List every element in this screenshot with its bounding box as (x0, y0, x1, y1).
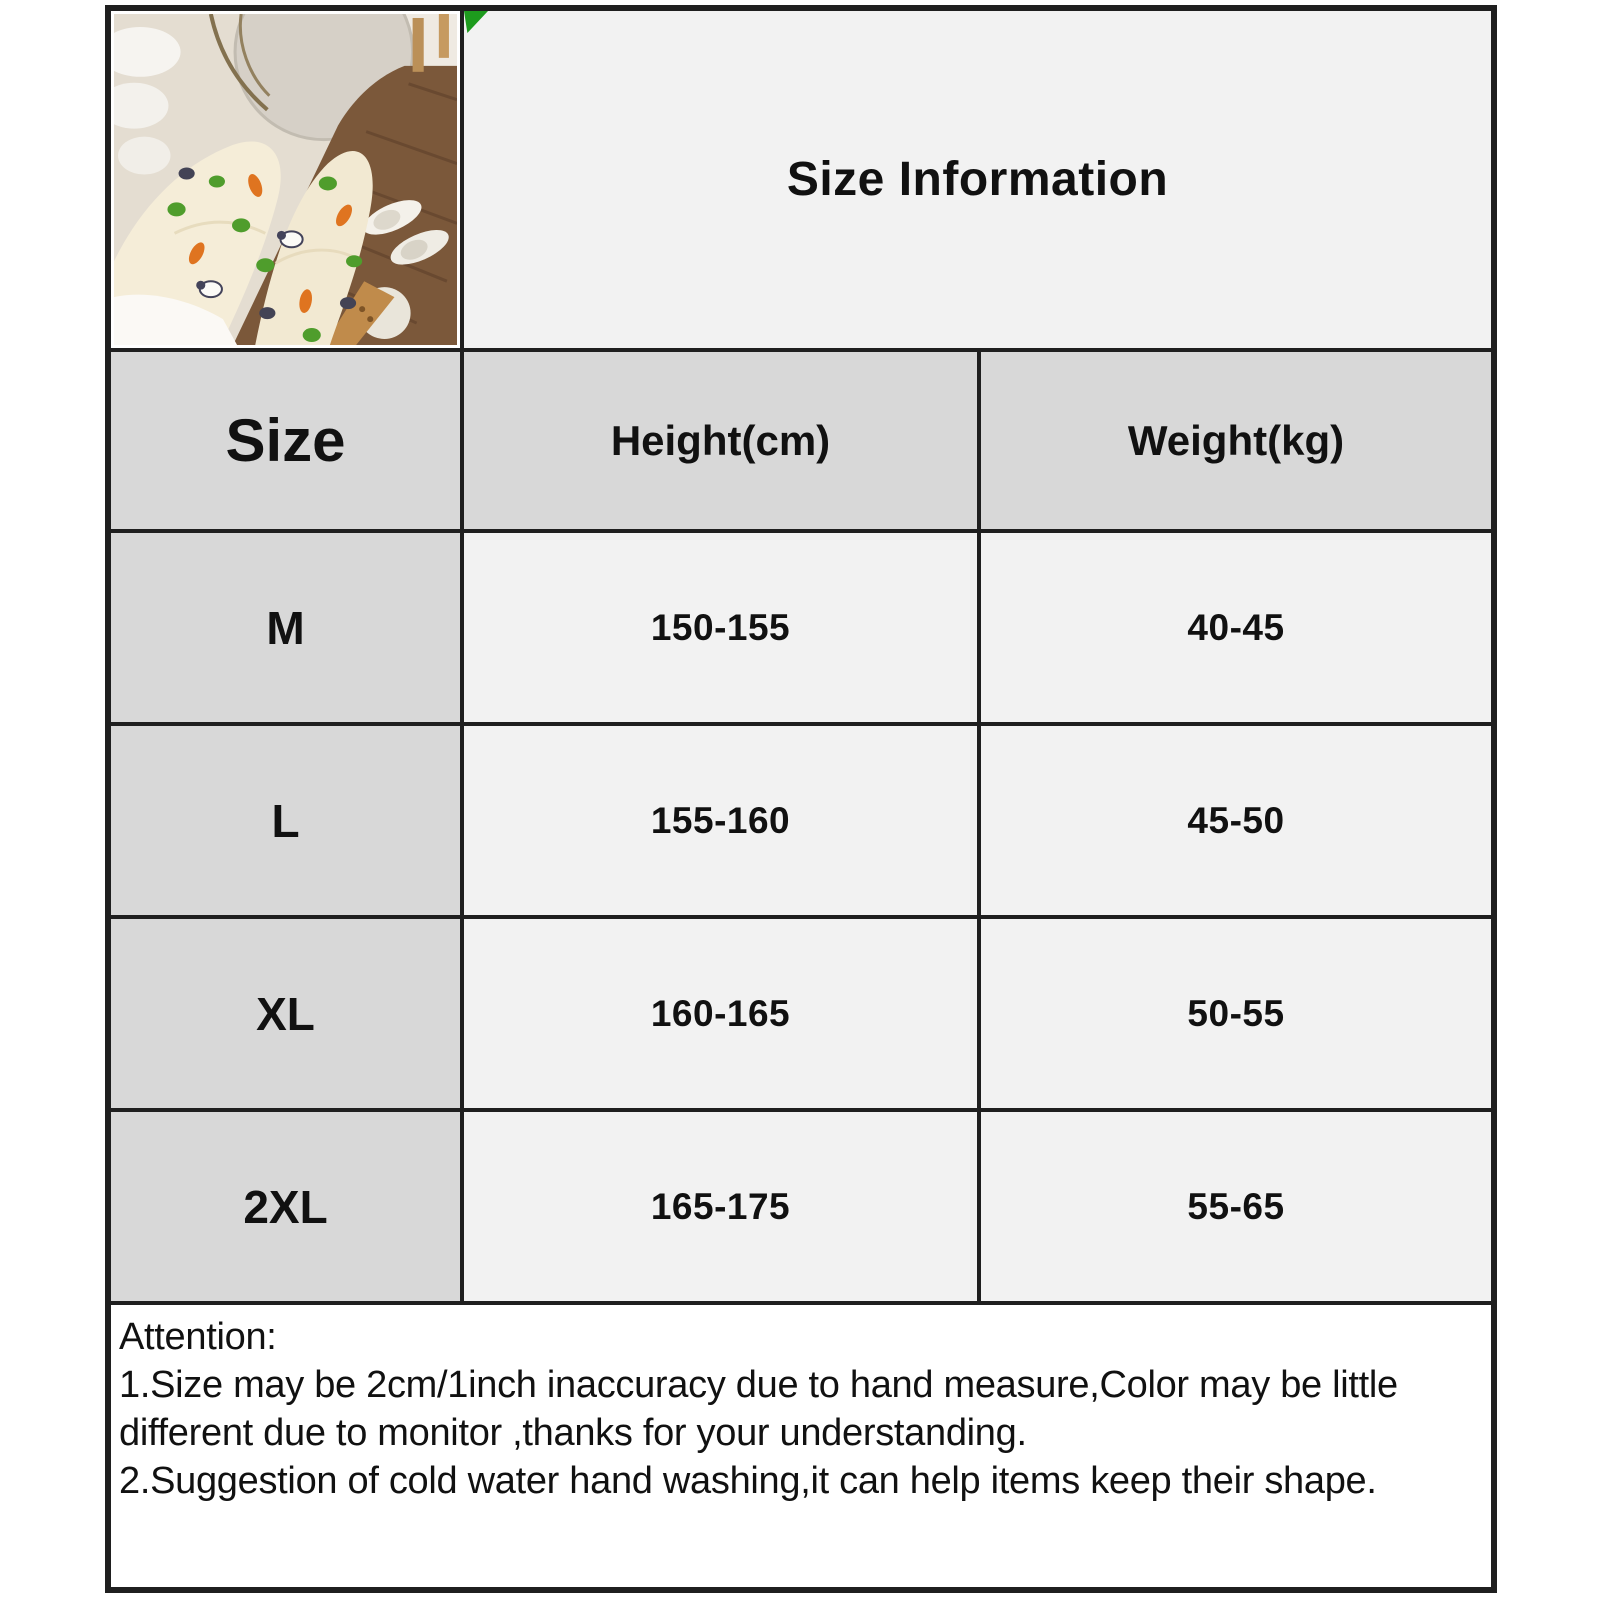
photo-chair-hole (359, 306, 365, 312)
size-information-title-cell (464, 11, 1491, 352)
size-information-table (105, 5, 1497, 1593)
column-header-weight: Weight(kg) (981, 352, 1491, 533)
photo-chair-leg (413, 18, 424, 72)
row-xl-size: XL (111, 919, 464, 1112)
green-corner-marker-icon (464, 11, 488, 33)
attention-line-1: Attention: (119, 1316, 277, 1358)
row-m-height: 150-155 (464, 533, 981, 726)
row-xl-height: 160-165 (464, 919, 981, 1112)
column-header-size: Size (111, 352, 464, 533)
attention-line-4: 2.Suggestion of cold water hand washing,it can help items keep their shape. (119, 1460, 1377, 1502)
product-photo (114, 14, 457, 345)
attention-line-3: different due to monitor ,thanks for your understanding. (119, 1412, 1027, 1454)
column-header-height: Height(cm) (464, 352, 981, 533)
row-2xl-size: 2XL (111, 1112, 464, 1305)
row-l-height: 155-160 (464, 726, 981, 919)
photo-chair-hole-2 (367, 316, 373, 322)
row-2xl-weight: 55-65 (981, 1112, 1491, 1305)
row-m-size: M (111, 533, 464, 726)
row-m-weight: 40-45 (981, 533, 1491, 726)
attention-line-2: 1.Size may be 2cm/1inch inaccuracy due to hand measure,Color may be little (119, 1364, 1398, 1406)
page-title: Size Information (786, 153, 1169, 206)
attention-note (111, 1305, 1491, 1587)
row-2xl-height: 165-175 (464, 1112, 981, 1305)
photo-chair-leg-2 (439, 14, 449, 58)
row-xl-weight: 50-55 (981, 919, 1491, 1112)
product-photo-cell (111, 11, 464, 352)
photo-lamp-3 (118, 137, 170, 175)
row-l-weight: 45-50 (981, 726, 1491, 919)
row-l-size: L (111, 726, 464, 919)
